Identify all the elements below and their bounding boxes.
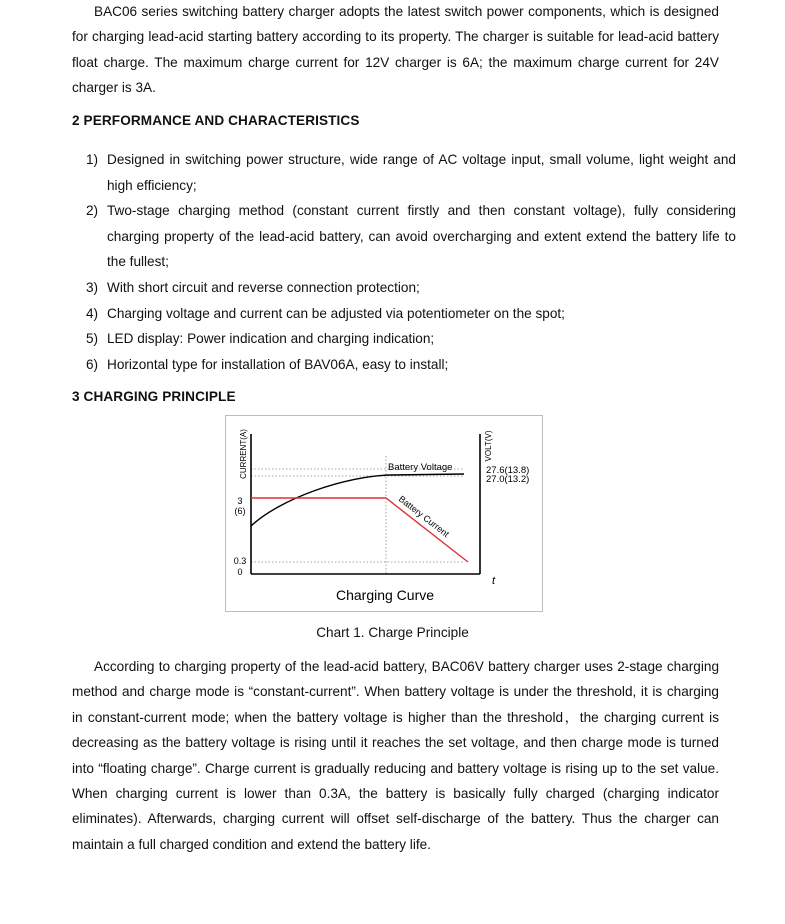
feature-text: Designed in switching power structure, wide range of AC voltage input, small volume, light weight and high efficiency; <box>107 152 736 193</box>
feature-item-2 <box>86 198 736 275</box>
feature-text: Charging voltage and current can be adjusted via potentiometer on the spot; <box>107 305 565 321</box>
chart-title: Charging Curve <box>335 587 435 603</box>
feature-number: 3) <box>86 279 99 295</box>
battery-current-label: Battery Current <box>396 493 452 540</box>
feature-number: 4) <box>86 305 99 321</box>
tick-current-low: 0.3 <box>233 556 247 566</box>
charging-principle-paragraph: According to charging property of the lead-acid battery, BAC06V battery charger uses 2-stage charging method and charge mode is “constant-current”. When battery voltage is under the threshold, it is charging in constant-current mode; when the battery voltage is higher than the threshold，the charging current is decreasing as the battery voltage is rising until it reaches the set voltage, and then charge mode is turned into “floating charge”. Charge current is gradually reducing and battery voltage is rising up to the set value. When charging current is lower than 0.3A, the battery is basically fully charged (charging indicator eliminates). Afterwards, charging current will offset self-discharge of the battery. Thus the charger can maintain a full charged condition and extend the battery life. <box>72 659 719 852</box>
charging-curve-diagram <box>226 416 544 613</box>
section-3-heading: 3 CHARGING PRINCIPLE <box>72 389 236 404</box>
voltage-axis-label: VOLT(V) <box>484 430 493 462</box>
intro-paragraph: BAC06 series switching battery charger adopts the latest switch power components, which is designed for charging lead-acid starting battery according to its property. The charger is suitable for lead-acid battery float charge. The maximum charge current for 12V charger is 6A; the maximum charge current for 24V charger is 3A. <box>72 4 719 96</box>
charging-curve-figure <box>225 415 543 612</box>
feature-item-6 <box>86 352 736 378</box>
feature-text: Two-stage charging method (constant current firstly and then constant voltage), fully considering charging property of the lead-acid battery, can avoid overcharging and extent extend the battery life to the fullest; <box>107 203 736 270</box>
features-list <box>86 147 736 377</box>
feature-number: 6) <box>86 356 99 372</box>
tick-zero: 0 <box>237 567 243 577</box>
feature-item-4 <box>86 301 736 327</box>
feature-text: Horizontal type for installation of BAV06A, easy to install; <box>107 356 449 372</box>
feature-item-5 <box>86 326 736 352</box>
feature-text: With short circuit and reverse connection protection; <box>107 279 420 295</box>
tick-current-high: 3 <box>237 496 243 506</box>
time-axis-label: t <box>492 575 496 587</box>
current-axis-label: CURRENT(A) <box>239 429 248 479</box>
section-2-heading: 2 PERFORMANCE AND CHARACTERISTICS <box>72 113 360 128</box>
feature-number: 5) <box>86 331 99 347</box>
voltage-high-value: 27.6(13.8) <box>486 465 530 476</box>
feature-number: 1) <box>86 152 99 167</box>
battery-voltage-label: Battery Voltage <box>388 462 453 473</box>
figure-caption: Chart 1. Charge Principle <box>316 625 469 640</box>
voltage-low-value: 27.0(13.2) <box>486 474 530 485</box>
tick-current-high-alt: (6) <box>234 506 246 516</box>
feature-text: LED display: Power indication and charging indication; <box>107 331 435 347</box>
feature-item-1 <box>86 147 736 198</box>
feature-number: 2) <box>86 203 99 219</box>
feature-item-3 <box>86 275 736 301</box>
